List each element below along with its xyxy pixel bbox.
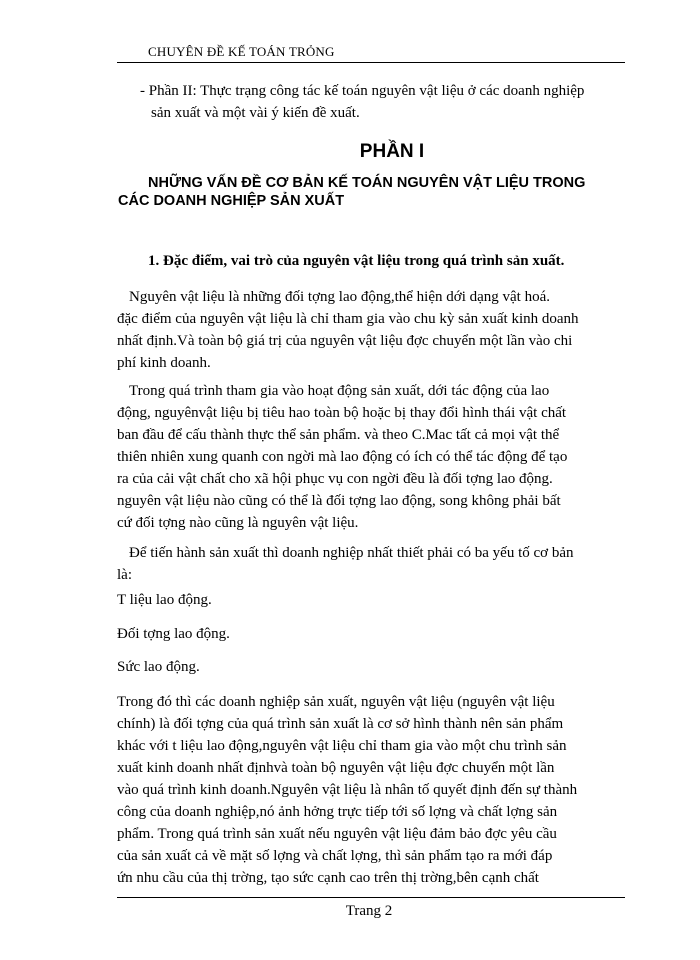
page-number: Trang 2 bbox=[345, 903, 393, 919]
paragraph-line: nhất định.Và toàn bộ giá trị của nguyên vật liệu đợc chuyển một lần vào chi bbox=[117, 333, 573, 349]
part-subtitle bbox=[118, 174, 638, 210]
paragraph-line: ứn nhu cầu của thị trờng, tạo sức cạnh cao trên thị trờng,bên cạnh chất bbox=[117, 870, 539, 886]
paragraph-line: thiên nhiên xung quanh con ngời mà lao động có ích có thể tác động để tạo bbox=[117, 449, 568, 465]
paragraph-line: xuất kinh doanh nhất địnhvà toàn bộ nguyên vật liệu đợc chuyển một lần bbox=[117, 760, 555, 776]
paragraph-line: cứ đối tợng nào cũng là nguyên vật liệu. bbox=[117, 515, 359, 531]
paragraph-line: Để tiến hành sản xuất thì doanh nghiệp nhất thiết phải có ba yếu tố cơ bản bbox=[129, 545, 574, 561]
part-subtitle-line: CÁC DOANH NGHIỆP SẢN XUẤT bbox=[118, 193, 345, 209]
paragraph-line: công của doanh nghiệp,nó ảnh hởng trực tiếp tới số lợng và chất lợng sản bbox=[117, 804, 558, 820]
document-header-title: CHUYÊN ĐỀ KẾ TOÁN TRỎNG bbox=[148, 44, 335, 59]
paragraph-line: phí kinh doanh. bbox=[117, 355, 211, 371]
factor-item: T liệu lao động. bbox=[117, 592, 212, 608]
paragraph bbox=[117, 286, 625, 374]
factor-item: Đối tợng lao động. bbox=[117, 626, 230, 642]
paragraph-line: Nguyên vật liệu là những đối tợng lao động,thể hiện dới dạng vật hoá. bbox=[129, 289, 550, 305]
intro-line: - Phần II: Thực trạng công tác kế toán nguyên vật liệu ở các doanh nghiệp bbox=[140, 83, 585, 99]
part-subtitle-line: NHỮNG VẤN ĐỀ CƠ BẢN KẾ TOÁN NGUYÊN VẬT LIỆU TRONG bbox=[148, 175, 586, 191]
paragraph-line: Trong đó thì các doanh nghiệp sản xuất, nguyên vật liệu (nguyên vật liệu bbox=[117, 694, 555, 710]
footer-divider bbox=[117, 897, 625, 898]
part-title: PHẦN I bbox=[359, 141, 425, 162]
paragraph-line: ra của cải vật chất cho xã hội phục vụ con ngời đều là đối tợng lao động. bbox=[117, 471, 553, 487]
paragraph bbox=[117, 380, 625, 534]
paragraph-line: là: bbox=[117, 567, 132, 583]
paragraph bbox=[117, 691, 625, 889]
factor-item: Sức lao động. bbox=[117, 659, 200, 675]
paragraph-line: ban đầu để cấu thành thực thể sản phẩm. và theo C.Mac tất cả mọi vật thể bbox=[117, 427, 560, 443]
paragraph-line: khác với t liệu lao động,nguyên vật liệu chỉ tham gia vào một chu trình sản bbox=[117, 738, 567, 754]
intro-list-item bbox=[140, 80, 630, 124]
paragraph-line: nguyên vật liệu nào cũng có thể là đối tợng lao động, song không phải bất bbox=[117, 493, 561, 509]
section-heading: 1. Đặc điểm, vai trò của nguyên vật liệu trong quá trình sản xuất. bbox=[148, 253, 565, 269]
intro-line: sản xuất và một vài ý kiến đề xuất. bbox=[151, 105, 360, 121]
paragraph-line: đặc điểm của nguyên vật liệu là chỉ tham gia vào chu kỳ sản xuất kinh doanh bbox=[117, 311, 579, 327]
paragraph-line: Trong quá trình tham gia vào hoạt động sản xuất, dới tác động của lao bbox=[129, 383, 550, 399]
paragraph-line: phẩm. Trong quá trình sản xuất nếu nguyên vật liệu đảm bảo đợc yêu cầu bbox=[117, 826, 557, 842]
paragraph bbox=[117, 542, 625, 586]
paragraph-line: động, nguyênvật liệu bị tiêu hao toàn bộ hoặc bị thay đổi hình thái vật chất bbox=[117, 405, 567, 421]
paragraph-line: vào quá trình kinh doanh.Nguyên vật liệu là nhân tố quyết định đến sự thành bbox=[117, 782, 578, 798]
paragraph-line: chính) là đối tợng của quá trình sản xuất là cơ sở hình thành nên sản phẩm bbox=[117, 716, 564, 732]
paragraph-line: của sản xuất cả về mặt số lợng và chất lợng, thì sản phẩm tạo ra mới đáp bbox=[117, 848, 553, 864]
header-divider bbox=[117, 62, 625, 63]
